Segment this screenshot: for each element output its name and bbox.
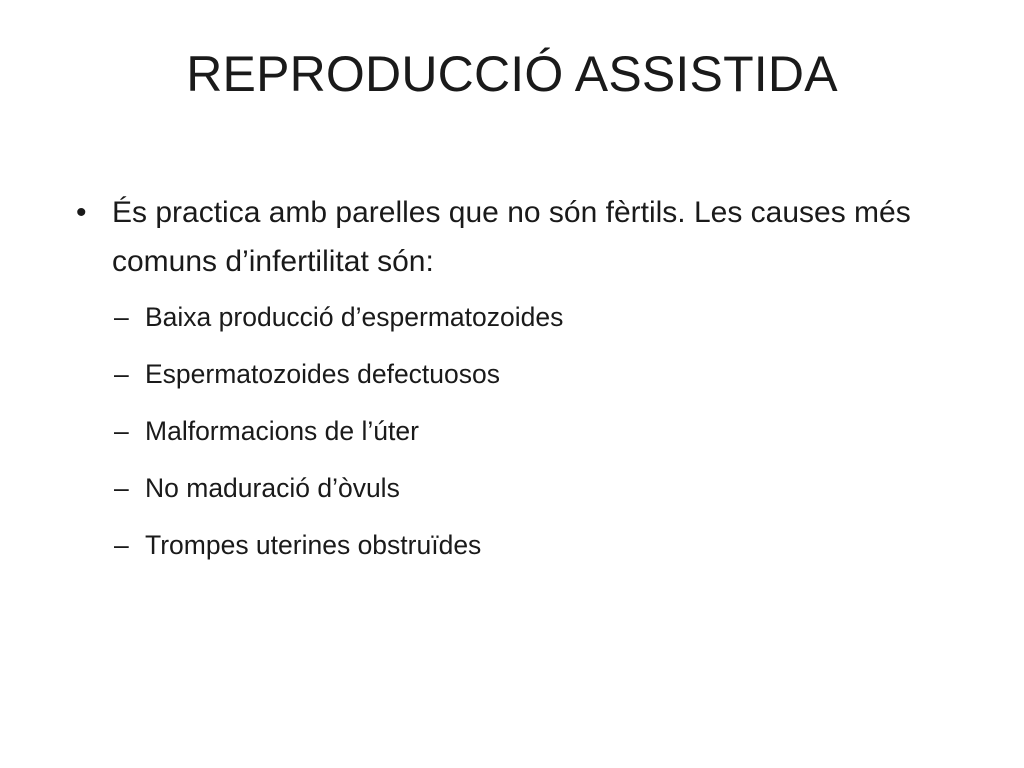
sub-item-malformacions-uter: [114, 414, 972, 448]
sub-item-baixa-produccio: [114, 300, 972, 334]
dash-icon: –: [114, 302, 129, 332]
dash-icon: –: [114, 473, 129, 503]
dash-icon: –: [114, 359, 129, 389]
main-bullet: [76, 188, 972, 286]
sub-item-espermatozoides-defectuosos: [114, 357, 972, 391]
sub-item-trompes-obstruides: [114, 528, 972, 562]
dash-icon: –: [114, 416, 129, 446]
sub-item-text: No maduració d’òvuls: [145, 473, 400, 503]
sub-item-text: Malformacions de l’úter: [145, 416, 419, 446]
bullet-icon: •: [76, 196, 87, 229]
sub-item-text: Baixa producció d’espermatozoides: [145, 302, 564, 332]
sub-item-text: Espermatozoides defectuosos: [145, 359, 501, 389]
dash-icon: –: [114, 530, 129, 560]
slide-title: REPRODUCCIÓ ASSISTIDA: [186, 46, 838, 102]
sub-item-text: Trompes uterines obstruïdes: [145, 530, 482, 560]
main-bullet-text: És practica amb parelles que no són fèrtils. Les causes més comuns d’infertilitat són:: [112, 196, 911, 278]
sub-item-no-maduracio-ovuls: [114, 471, 972, 505]
sub-list: [112, 300, 972, 562]
slide-content: [76, 188, 972, 585]
